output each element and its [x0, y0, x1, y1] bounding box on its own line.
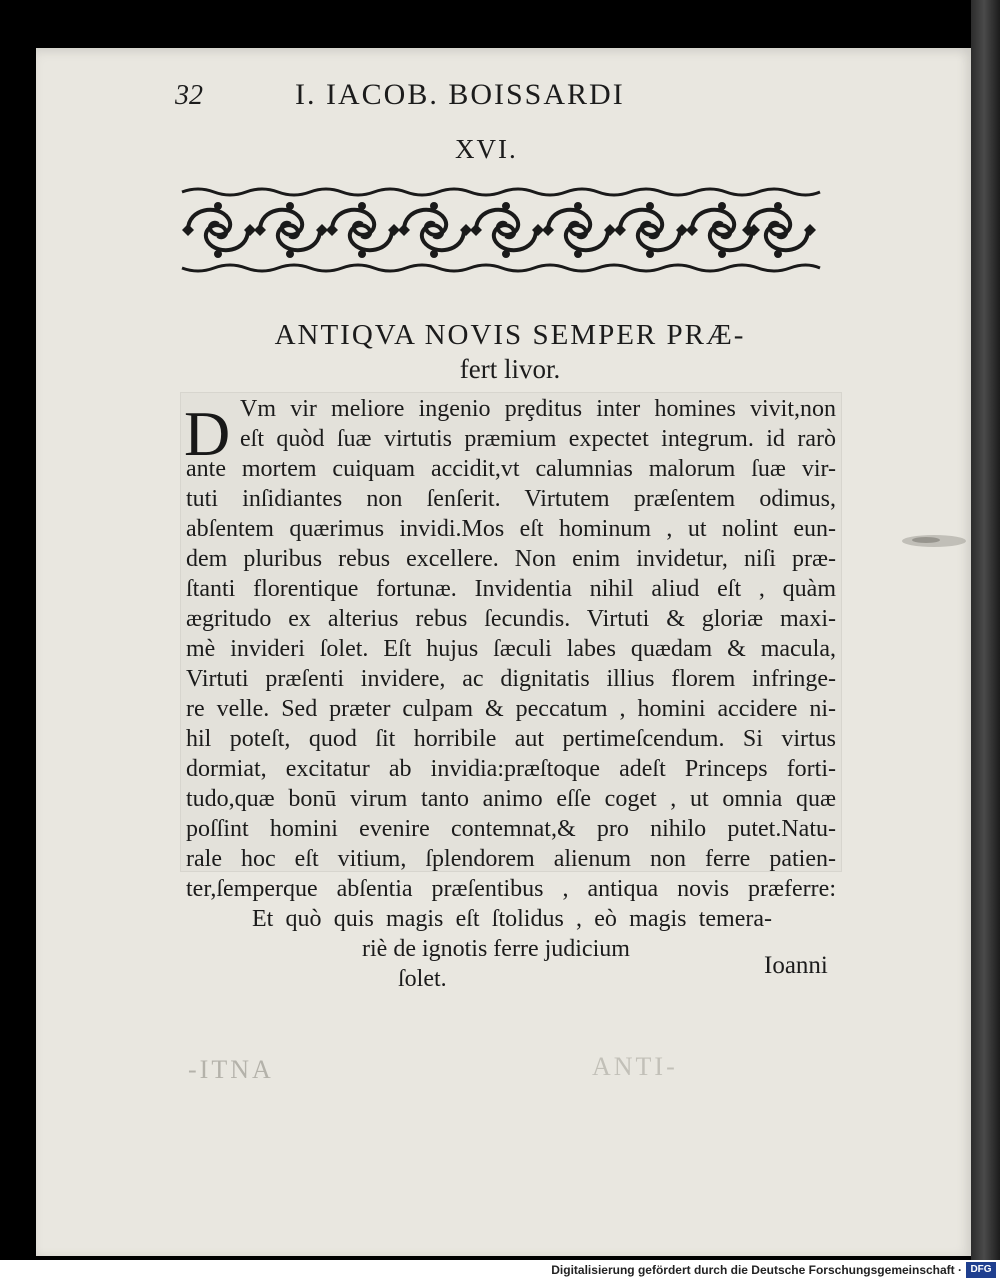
section-number: XVI.: [455, 134, 518, 164]
chapter-title-line-2: fert livor.: [459, 354, 561, 384]
dfg-logo-icon: DFG: [966, 1262, 996, 1278]
page-smudge-mark: [898, 530, 968, 552]
page-number: 32: [175, 80, 203, 111]
text-line: dormiat, excitatur ab invidia:præſtoque adeſt Princeps forti-: [186, 756, 836, 782]
drop-cap: D: [184, 398, 231, 469]
bleed-through-text-left: -ITNA: [188, 1055, 274, 1084]
footer-credit-text: Digitalisierung gefördert durch die Deutsche Forschungsgemeinschaft ·: [551, 1263, 962, 1277]
text-line: rale hoc eſt vitium, ſplendorem alienum non ferre patien-: [186, 846, 836, 872]
text-line: mè invideri ſolet. Eſt hujus ſæculi labes quædam & macula,: [186, 636, 836, 662]
chapter-title-line-1: ANTIQVA NOVIS SEMPER PRÆ-: [274, 319, 746, 351]
text-line: abſentem quærimus invidi.Mos eſt hominum , ut nolint eun-: [186, 516, 836, 542]
text-line: ante mortem cuiquam accidit,vt calumnias malorum ſuæ vir-: [186, 456, 836, 482]
text-line: ſtanti florentique fortunæ. Invidentia nihil aliud eſt , quàm: [186, 576, 836, 602]
text-line: ſolet.: [398, 966, 447, 992]
text-line: riè de ignotis ferre judicium: [362, 936, 630, 962]
text-line: ter,ſemperque abſentia præſentibus , antiqua novis præferre:: [186, 876, 836, 902]
text-line: re velle. Sed præter culpam & peccatum , homini accidere ni-: [186, 696, 836, 722]
text-line: poſſint homini evenire contemnat,& pro nihilo putet.Natu-: [186, 816, 836, 842]
text-line: Vm vir meliore ingenio prȩditus inter homines vivit,non: [240, 396, 836, 422]
running-title: I. IACOB. BOISSARDI: [295, 78, 625, 111]
catchword: Ioanni: [764, 952, 828, 979]
page-header: [175, 78, 685, 118]
text-line: Virtuti præſenti invidere, ac dignitatis illius florem infringe-: [186, 666, 836, 692]
digitization-footer: [0, 1260, 1000, 1281]
text-line: tuti inſidiantes non ſenſerit. Virtutem præſentem odimus,: [186, 486, 836, 512]
decorative-ornament-band: [178, 184, 824, 276]
bleed-through-text-right: ANTI-: [592, 1052, 678, 1081]
text-line: ægritudo ex alterius rebus ſecundis. Virtuti & gloriæ maxi-: [186, 606, 836, 632]
text-line: eſt quòd ſuæ virtutis præmium expectet integrum. id rarò: [240, 426, 836, 452]
text-line: dem pluribus rebus excellere. Non enim invidetur, niſi præ-: [186, 546, 836, 572]
text-line: Et quò quis magis eſt ſtolidus , eò magis temera-: [252, 906, 772, 932]
text-line: hil poteſt, quod ſit horribile aut pertimeſcendum. Si virtus: [186, 726, 836, 752]
chapter-title: [180, 318, 840, 386]
text-line: tudo,quæ bonū virum tanto animo eſſe coget , ut omnia quæ: [186, 786, 836, 812]
book-binding-edge: [971, 0, 1000, 1260]
